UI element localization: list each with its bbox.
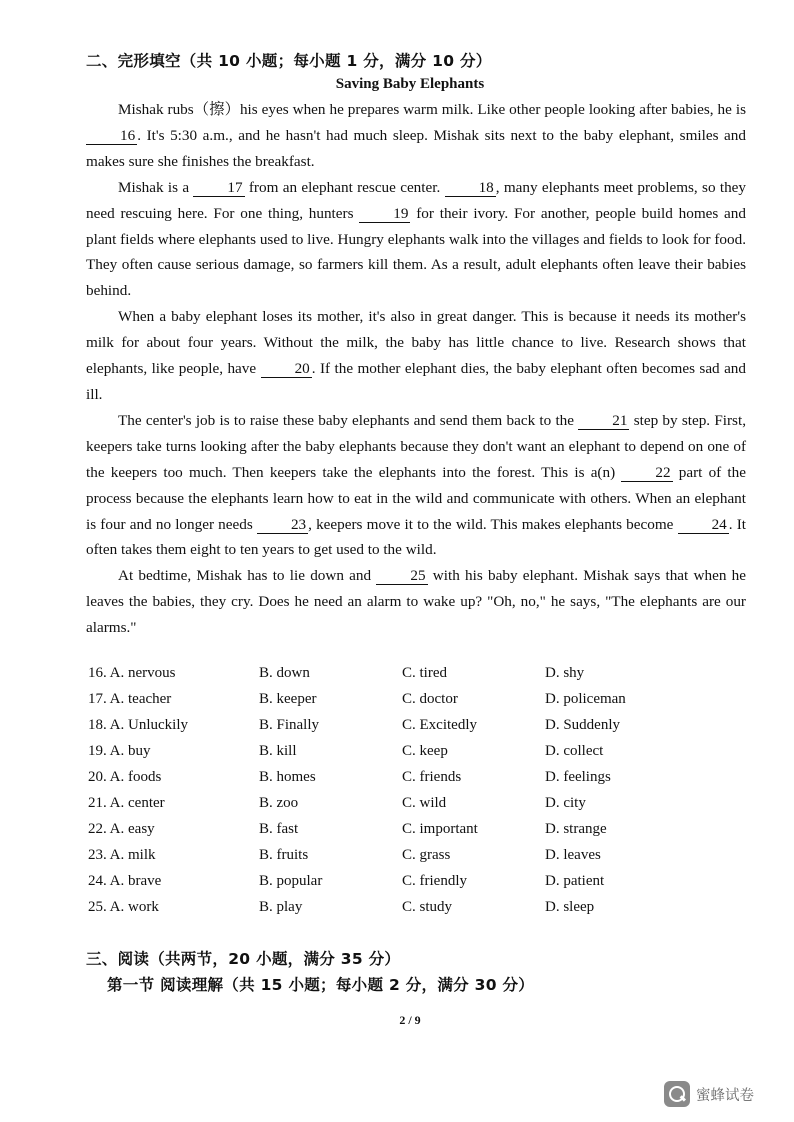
blank-22: 22 bbox=[621, 465, 672, 482]
option-d: D. patient bbox=[545, 873, 605, 889]
option-a: 20. A. foods bbox=[88, 769, 162, 785]
option-row-25 bbox=[88, 894, 708, 920]
text-segment: Mishak is a bbox=[118, 178, 194, 196]
option-row-23 bbox=[88, 842, 708, 868]
option-d: D. shy bbox=[545, 665, 585, 681]
option-b: B. play bbox=[259, 899, 303, 915]
option-d: D. Suddenly bbox=[545, 717, 620, 733]
blank-16: 16 bbox=[86, 128, 137, 145]
paragraph-3 bbox=[86, 304, 746, 408]
blank-21: 21 bbox=[578, 413, 629, 430]
option-b: B. homes bbox=[259, 769, 316, 785]
option-b: B. keeper bbox=[259, 691, 317, 707]
option-row-24 bbox=[88, 868, 708, 894]
watermark bbox=[664, 1081, 754, 1107]
text-segment: . If the mother elephant dies, the baby elephant often becomes sad and ill. bbox=[86, 360, 746, 403]
option-c: C. important bbox=[402, 821, 478, 837]
paragraph-1 bbox=[86, 97, 746, 175]
blank-23: 23 bbox=[257, 517, 308, 534]
watermark-text: 蜜蜂试卷 bbox=[696, 1087, 754, 1104]
section2-heading: 二、完形填空（共 10 小题；每小题 1 分，满分 10 分） bbox=[86, 52, 492, 70]
option-a: 25. A. work bbox=[88, 899, 159, 915]
text-segment: When a baby elephant loses its mother, it's also in great danger. This is because it needs its mother's milk for about four years. Without the milk, the baby has little chance to live. Research shows that elephants, like people, have bbox=[86, 308, 746, 378]
option-b: B. kill bbox=[259, 743, 297, 759]
option-b: B. fast bbox=[259, 821, 299, 837]
option-d: D. sleep bbox=[545, 899, 595, 915]
option-b: B. down bbox=[259, 665, 310, 681]
text-segment: part of the process because the elephants learn how to eat in the wild and communicate with others. When an elephant is four and no longer needs bbox=[86, 463, 746, 533]
option-c: C. doctor bbox=[402, 691, 458, 707]
blank-19: 19 bbox=[359, 206, 410, 223]
option-b: B. popular bbox=[259, 873, 323, 889]
text-segment: , many elephants meet problems, so they need rescuing here. For one thing, hunters bbox=[86, 178, 746, 222]
option-row-18 bbox=[88, 712, 708, 738]
text-segment: from an elephant rescue center. bbox=[244, 178, 445, 196]
blank-25: 25 bbox=[376, 568, 427, 585]
option-row-19 bbox=[88, 738, 708, 764]
option-c: C. friendly bbox=[402, 873, 467, 889]
option-d: D. leaves bbox=[545, 847, 601, 863]
text-segment: Mishak rubs（擦）his eyes when he prepares warm milk. Like other people looking after babies, he is bbox=[118, 101, 746, 118]
answer-options bbox=[88, 660, 708, 920]
blank-24: 24 bbox=[678, 517, 729, 534]
text-segment: with his baby elephant. Mishak says that when he leaves the babies, they cry. Does he need an alarm to wake up? "Oh, no," he says, "The elephants are our alarms." bbox=[86, 567, 746, 637]
option-d: D. policeman bbox=[545, 691, 626, 707]
option-d: D. collect bbox=[545, 743, 604, 759]
option-b: B. zoo bbox=[259, 795, 299, 811]
option-a: 24. A. brave bbox=[88, 873, 162, 889]
text-segment: step by step. First, keepers take turns looking after the baby elephants because they don't want an elephant to depend on one of the keepers too much. Then keepers take the elephants into the forest. This is a(n) bbox=[86, 411, 746, 481]
cloze-passage bbox=[86, 97, 746, 641]
option-c: C. friends bbox=[402, 769, 462, 785]
option-a: 22. A. easy bbox=[88, 821, 155, 837]
option-c: C. study bbox=[402, 899, 453, 915]
page-number: 2 / 9 bbox=[399, 1013, 421, 1027]
paragraph-2 bbox=[86, 175, 746, 305]
option-row-21 bbox=[88, 790, 708, 816]
blank-18: 18 bbox=[445, 180, 496, 197]
option-b: B. Finally bbox=[259, 717, 320, 733]
option-a: 19. A. buy bbox=[88, 743, 151, 759]
option-d: D. city bbox=[545, 795, 586, 811]
option-row-20 bbox=[88, 764, 708, 790]
option-b: B. fruits bbox=[259, 847, 309, 863]
text-segment: The center's job is to raise these baby elephants and send them back to the bbox=[118, 411, 579, 429]
option-c: C. wild bbox=[402, 795, 447, 811]
text-segment: At bedtime, Mishak has to lie down and bbox=[118, 567, 377, 585]
text-segment: . It's 5:30 a.m., and he hasn't had much sleep. Mishak sits next to the baby elephant, smiles and makes sure she finishes the breakfast. bbox=[86, 126, 746, 170]
option-row-16 bbox=[88, 660, 708, 686]
option-c: C. tired bbox=[402, 665, 447, 681]
text-segment: . It often takes them eight to ten years to get used to the wild. bbox=[86, 515, 747, 559]
option-a: 16. A. nervous bbox=[88, 665, 176, 681]
option-c: C. keep bbox=[402, 743, 448, 759]
option-c: C. grass bbox=[402, 847, 451, 863]
section3-heading: 三、阅读（共两节，20 小题，满分 35 分） bbox=[86, 950, 401, 968]
option-c: C. Excitedly bbox=[402, 717, 477, 733]
paragraph-5 bbox=[86, 563, 746, 641]
option-d: D. strange bbox=[545, 821, 607, 837]
section3-subheading: 第一节 阅读理解（共 15 小题；每小题 2 分，满分 30 分） bbox=[107, 976, 535, 994]
search-magnifier-icon bbox=[664, 1081, 690, 1107]
blank-20: 20 bbox=[261, 361, 312, 378]
option-row-17 bbox=[88, 686, 708, 712]
option-a: 23. A. milk bbox=[88, 847, 156, 863]
option-d: D. feelings bbox=[545, 769, 611, 785]
blank-17: 17 bbox=[193, 180, 244, 197]
passage-title: Saving Baby Elephants bbox=[335, 76, 485, 92]
option-a: 17. A. teacher bbox=[88, 691, 172, 707]
text-segment: for their ivory. For another, people build homes and plant fields where elephants used to live. Hungry elephants walk into the villages and fields to look for food. They often cause serious damage, so farmers kill them. As a result, adult elephants often leave their babies behind. bbox=[86, 204, 746, 300]
option-a: 21. A. center bbox=[88, 795, 165, 811]
option-a: 18. A. Unluckily bbox=[88, 717, 188, 733]
text-segment: , keepers move it to the wild. This makes elephants become bbox=[308, 515, 678, 533]
option-row-22 bbox=[88, 816, 708, 842]
paragraph-4 bbox=[86, 408, 746, 563]
